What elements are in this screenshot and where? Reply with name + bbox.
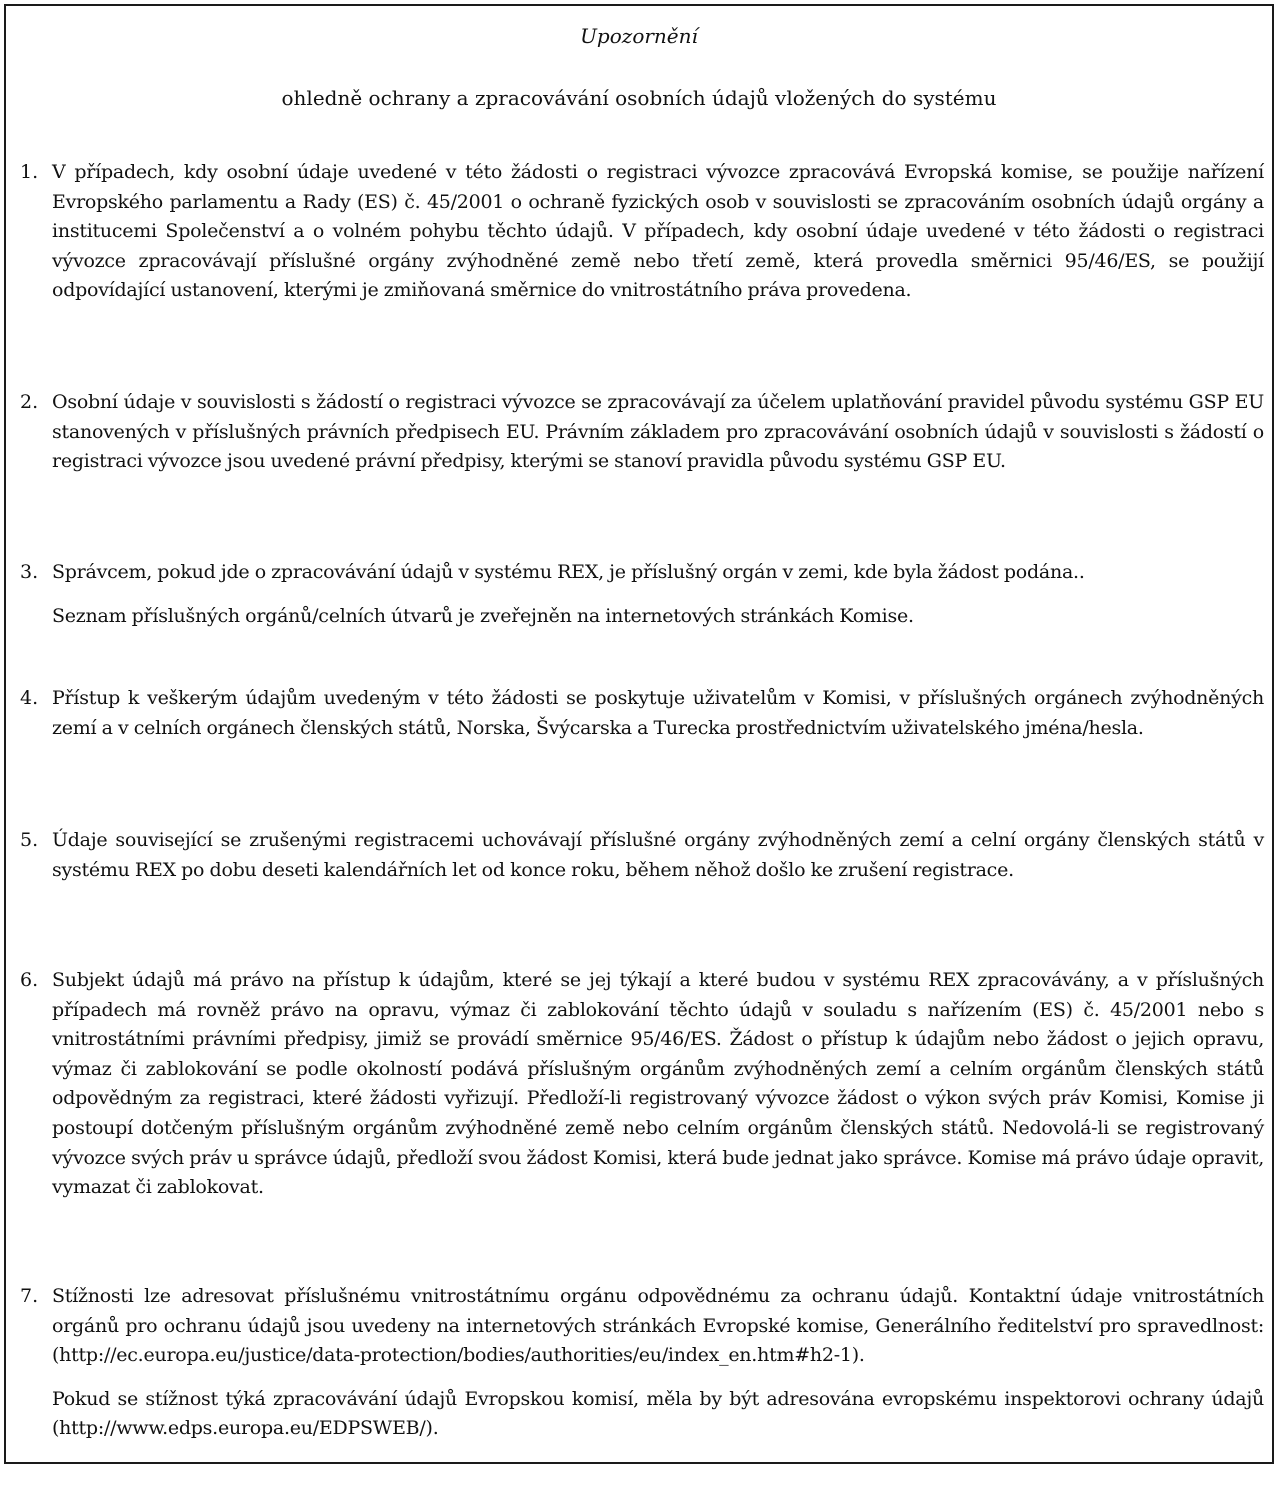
item-number: 2. — [20, 391, 39, 413]
item-paragraph: Údaje související se zrušenými registracemi uchovávají příslušné orgány zvýhodněných zemí a celní orgány členských států v systému REX po dobu deseti kalendářních let od konce roku, během něhož došlo ke zrušení registrace. — [52, 829, 1264, 881]
list-item-2 — [20, 388, 1264, 477]
item-paragraph: Správcem, pokud jde o zpracovávání údajů v systému REX, je příslušný orgán v zemi, kde byla žádost podána.. — [52, 561, 1085, 583]
item-paragraph: Seznam příslušných orgánů/celních útvarů je zveřejněn na internetových stránkách Komise. — [52, 604, 914, 627]
list-item-7 — [20, 1282, 1264, 1444]
item-paragraph: Pokud se stížnost týká zpracovávání údajů Evropskou komisí, měla by být adresována evropskému inspektorovi ochrany údajů (http://www.edps.europa.eu/EDPSWEB/). — [52, 1387, 1264, 1440]
item-paragraph: Přístup k veškerým údajům uvedeným v této žádosti se poskytuje uživatelům v Komisi, v příslušných orgánech zvýhodněných zemí a v celních orgánech členských států, Norska, Švýcarska a Turecka prostřednictvím uživatelského jména/hesla. — [52, 687, 1264, 739]
item-paragraph: Subjekt údajů má právo na přístup k údajům, které se jej týkají a které budou v systému REX zpracovávány, a v příslušných případech má rovněž právo na opravu, výmaz či zablokování těchto údajů v souladu s nařízením (ES) č. 45/2001 nebo s vnitrostátními právními předpisy, jimiž se provádí směrnice 95/46/ES. Žádost o přístup k údajům nebo žádost o jejich opravu, výmaz či zablokování se podle okolností podává příslušným orgánům zvýhodněných zemí a celním orgánům členských států odpovědným za registraci, které žádosti vyřizují. Předloží-li registrovaný vývozce žádost o výkon svých práv Komisi, Komise ji postoupí dotčeným příslušným orgánům zvýhodněné země nebo celním orgánům členských států. Nedovolá-li se registrovaný vývozce svých práv u správce údajů, předloží svou žádost Komisi, která bude jednat jako správce. Komise má právo údaje opravit, vymazat či zablokovat. — [52, 969, 1264, 1199]
list-item-4 — [20, 684, 1264, 743]
item-number: 5. — [20, 829, 39, 851]
item-number: 1. — [20, 161, 39, 183]
notice-box — [4, 4, 1274, 1464]
list-item-6 — [20, 966, 1264, 1203]
item-paragraph: Osobní údaje v souvislosti s žádostí o registraci vývozce se zpracovávají za účelem uplatňování pravidel původu systému GSP EU stanovených v příslušných právních předpisech EU. Právním základem pro zpracovávání osobních údajů v souvislosti s žádostí o registraci vývozce jsou uvedené právní předpisy, kterými se stanoví pravidla původu systému GSP EU. — [52, 391, 1264, 473]
item-paragraph: V případech, kdy osobní údaje uvedené v této žádosti o registraci vývozce zpracovává Evropská komise, se použije nařízení Evropského parlamentu a Rady (ES) č. 45/2001 o ochraně fyzických osob v souvislosti se zpracováním osobních údajů orgány a institucemi Společenství a o volném pohybu těchto údajů. V případech, kdy osobní údaje uvedené v této žádosti o registraci vývozce zpracovávají příslušné orgány zvýhodněné země nebo třetí země, která provedla směrnici 95/46/ES, se použijí odpovídající ustanovení, kterými je zmiňovaná směrnice do vnitrostátního práva provedena. — [52, 161, 1264, 302]
item-number: 6. — [20, 969, 39, 991]
notice-subtitle: ohledně ochrany a zpracovávání osobních údajů vložených do systému — [281, 86, 997, 110]
notice-title: Upozornění — [580, 24, 698, 48]
list-item-5 — [20, 826, 1264, 885]
item-number: 4. — [20, 687, 39, 709]
item-number: 3. — [20, 561, 39, 583]
item-number: 7. — [20, 1285, 39, 1307]
list-item-3 — [20, 558, 1264, 631]
list-item-1 — [20, 158, 1264, 306]
item-paragraph: Stížnosti lze adresovat příslušnému vnitrostátnímu orgánu odpovědnému za ochranu údajů. Kontaktní údaje vnitrostátních orgánů pro ochranu údajů jsou uvedeny na internetových stránkách Evropské komise, Generálního ředitelství pro spravedlnost: (http://ec.europa.eu/justice/data-protection/bodies/authorities/eu/index_en.htm#h2-1). — [52, 1285, 1264, 1367]
